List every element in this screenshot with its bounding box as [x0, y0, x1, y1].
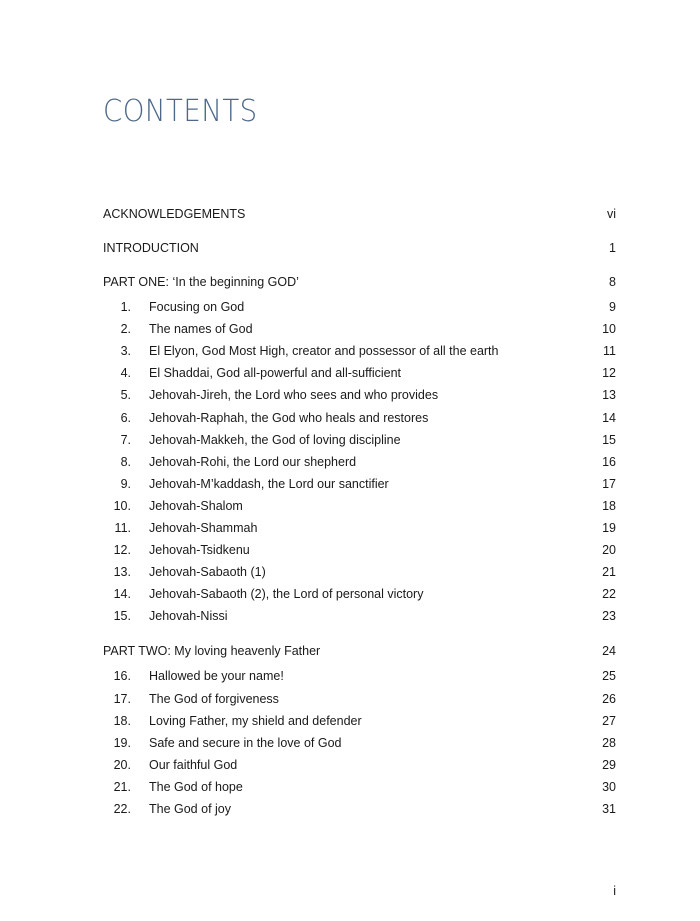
toc-entry: [103, 386, 616, 404]
entry-title: Jehovah-Sabaoth (1): [149, 565, 266, 580]
entry-title: The names of God: [149, 322, 253, 337]
chapter-number: 14.: [113, 587, 131, 602]
entry-title: Jehovah-Rohi, the Lord our shepherd: [149, 454, 357, 469]
toc-entry: [103, 690, 616, 708]
chapter-number: 4.: [120, 366, 131, 381]
toc-section-heading: [103, 273, 616, 291]
entry-page-number: 16: [602, 454, 616, 469]
entry-title: Focusing on God: [149, 300, 245, 314]
entry-title: Jehovah-Makkeh, the God of loving discipline: [149, 432, 401, 447]
entry-page-number: 14: [602, 410, 616, 425]
toc-entry: [103, 497, 616, 515]
chapter-number: 15.: [113, 609, 131, 624]
page-number: i: [613, 884, 616, 898]
entry-page-number: 30: [602, 779, 616, 794]
entry-title: INTRODUCTION: [103, 241, 199, 255]
entry-title: Jehovah-Jireh, the Lord who sees and who provides: [149, 388, 439, 403]
toc-entry: [103, 734, 616, 752]
entry-title: Jehovah-Sabaoth (2), the Lord of personal victory: [149, 587, 424, 602]
chapter-number: 21.: [113, 779, 131, 794]
entry-page-number: 10: [602, 322, 616, 337]
toc-section-heading: [103, 239, 616, 257]
chapter-number: 17.: [113, 691, 131, 706]
entry-title: PART ONE: ‘In the beginning GOD’: [103, 275, 299, 289]
entry-title: The God of hope: [149, 779, 243, 794]
toc-section-heading: [103, 205, 616, 223]
entry-page-number: 24: [602, 644, 616, 659]
chapter-number: 12.: [113, 543, 131, 558]
toc-entry: [103, 756, 616, 774]
entry-page-number: 26: [602, 691, 616, 706]
chapter-number: 10.: [113, 498, 131, 513]
entry-page-number: 17: [602, 476, 616, 491]
entry-title: Jehovah-Raphah, the God who heals and restores: [149, 410, 429, 425]
toc-entry: [103, 667, 616, 685]
entry-page-number: 9: [609, 300, 616, 314]
entry-title: Safe and secure in the love of God: [149, 735, 342, 750]
toc-entry: [103, 298, 616, 316]
entry-title: PART TWO: My loving heavenly Father: [103, 644, 321, 659]
chapter-number: 22.: [113, 802, 131, 816]
chapter-number: 8.: [120, 454, 131, 469]
entry-page-number: 21: [602, 565, 616, 580]
entry-title: Jehovah-Shammah: [149, 521, 258, 535]
entry-title: Jehovah-Nissi: [149, 609, 228, 624]
entry-page-number: 25: [602, 669, 616, 684]
entry-title: Jehovah-M’kaddash, the Lord our sanctifier: [149, 476, 389, 491]
chapter-number: 9.: [120, 476, 131, 491]
toc-entry: [103, 475, 616, 493]
toc-entry: [103, 563, 616, 581]
entry-page-number: 15: [602, 432, 616, 447]
toc-entry: [103, 431, 616, 449]
chapter-number: 13.: [113, 565, 131, 580]
chapter-number: 20.: [113, 757, 131, 772]
toc-entry: [103, 453, 616, 471]
toc-section-heading: [103, 642, 616, 660]
entry-title: The God of joy: [149, 802, 231, 816]
chapter-number: 3.: [120, 344, 131, 359]
entry-title: Jehovah-Tsidkenu: [149, 543, 250, 558]
entry-title: Hallowed be your name!: [149, 669, 284, 684]
chapter-number: 5.: [120, 388, 131, 403]
entry-title: Our faithful God: [149, 757, 238, 772]
entry-page-number: 22: [602, 587, 616, 602]
entry-page-number: 23: [602, 609, 616, 624]
entry-title: ACKNOWLEDGEMENTS: [103, 207, 246, 221]
toc-entry: [103, 320, 616, 338]
toc-entry: [103, 342, 616, 360]
toc-entry: [103, 409, 616, 427]
chapter-number: 1.: [120, 300, 131, 314]
toc-entry: [103, 778, 616, 796]
chapter-number: 7.: [120, 432, 131, 447]
chapter-number: 6.: [120, 410, 131, 425]
entry-page-number: 18: [602, 498, 616, 513]
entry-page-number: 28: [602, 735, 616, 750]
toc-entry: [103, 541, 616, 559]
entry-title: El Elyon, God Most High, creator and possessor of all the earth: [149, 344, 499, 359]
entry-title: The God of forgiveness: [149, 691, 279, 706]
entry-page-number: 12: [602, 366, 616, 381]
chapter-number: 2.: [120, 322, 131, 337]
entry-page-number: vi: [606, 207, 616, 221]
entry-page-number: 11: [603, 344, 616, 359]
entry-page-number: 27: [602, 713, 616, 728]
entry-page-number: 20: [602, 543, 616, 558]
entry-page-number: 8: [609, 275, 616, 289]
entry-page-number: 29: [602, 757, 616, 772]
entry-title: Loving Father, my shield and defender: [149, 713, 362, 728]
chapter-number: 19.: [113, 735, 131, 750]
page-title: CONTENTS: [103, 94, 258, 129]
entry-page-number: 31: [602, 802, 616, 816]
entry-page-number: 19: [602, 521, 616, 535]
toc-entry: [103, 364, 616, 382]
toc-entry: [103, 800, 616, 818]
toc-entry: [103, 519, 616, 537]
entry-page-number: 1: [609, 241, 616, 255]
chapter-number: 16.: [113, 669, 131, 684]
chapter-number: 11.: [114, 521, 131, 535]
toc-entry: [103, 712, 616, 730]
entry-title: El Shaddai, God all-powerful and all-sufficient: [149, 366, 401, 381]
entry-page-number: 13: [602, 388, 616, 403]
chapter-number: 18.: [113, 713, 131, 728]
toc-entry: [103, 607, 616, 625]
entry-title: Jehovah-Shalom: [149, 498, 243, 513]
toc-entry: [103, 585, 616, 603]
